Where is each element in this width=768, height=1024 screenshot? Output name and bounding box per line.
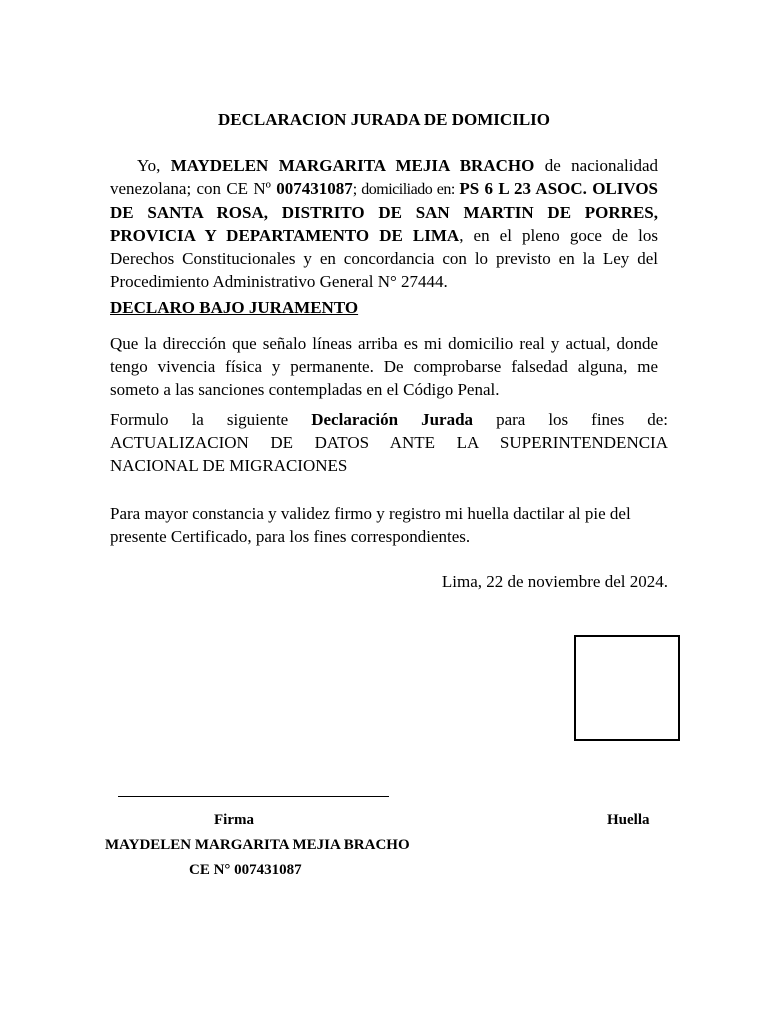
purpose-paragraph (110, 408, 668, 477)
domicile-paragraph: Que la dirección que señalo líneas arriba es mi domicilio real y actual, donde tengo vivencia física y permanente. De comprobarse falsedad alguna, me someto a las sanciones contempladas en el Código Penal. (110, 334, 658, 399)
intro-yo: Yo, (137, 156, 171, 175)
signer-ce: CE N° 007431087 (189, 862, 302, 878)
constancy-paragraph: Para mayor constancia y validez firmo y registro mi huella dactilar al pie del presente Certificado, para los fines correspondientes. (110, 504, 631, 546)
document-title: DECLARACION JURADA DE DOMICILIO (218, 110, 550, 129)
purpose-line-1 (110, 408, 668, 431)
firma-label: Firma (214, 812, 254, 828)
purpose-line-2: ACTUALIZACION DE DATOS ANTE LA SUPERINTENDENCIA (110, 433, 668, 452)
purpose-bold: Declaración Jurada (311, 410, 474, 429)
signature-line (118, 796, 389, 797)
huella-label: Huella (607, 812, 650, 828)
address: PS 6 L 23 ASOC. OLIVOS DE SANTA ROSA, DISTRITO DE SAN MARTIN DE PORRES, PROVICIA Y DEPARTAMENTO DE LIMA (110, 179, 658, 245)
ce-number: 007431087 (276, 179, 353, 198)
intro-nationality: de nacionalidad venezolana; con CE Nº (110, 156, 659, 198)
purpose-prefix: Formulo la siguiente (110, 410, 312, 429)
declarant-name: MAYDELEN MARGARITA MEJIA BRACHO (170, 156, 535, 175)
fingerprint-box (574, 635, 680, 741)
document-date: Lima, 22 de noviembre del 2024. (441, 572, 668, 591)
declaration-heading: DECLARO BAJO JURAMENTO (110, 298, 359, 317)
intro-paragraph (110, 154, 658, 293)
intro-rest: , en el pleno goce de los Derechos Constitucionales y en concordancia con lo previsto en la Ley del Procedimiento Administrativo General N° 27444. (110, 226, 658, 291)
purpose-line-3: NACIONAL DE MIGRACIONES (110, 456, 348, 475)
domicile-label: ; domiciliado en: (352, 181, 460, 198)
purpose-suffix: para los fines de: (473, 410, 668, 429)
signer-name: MAYDELEN MARGARITA MEJIA BRACHO (105, 837, 410, 853)
